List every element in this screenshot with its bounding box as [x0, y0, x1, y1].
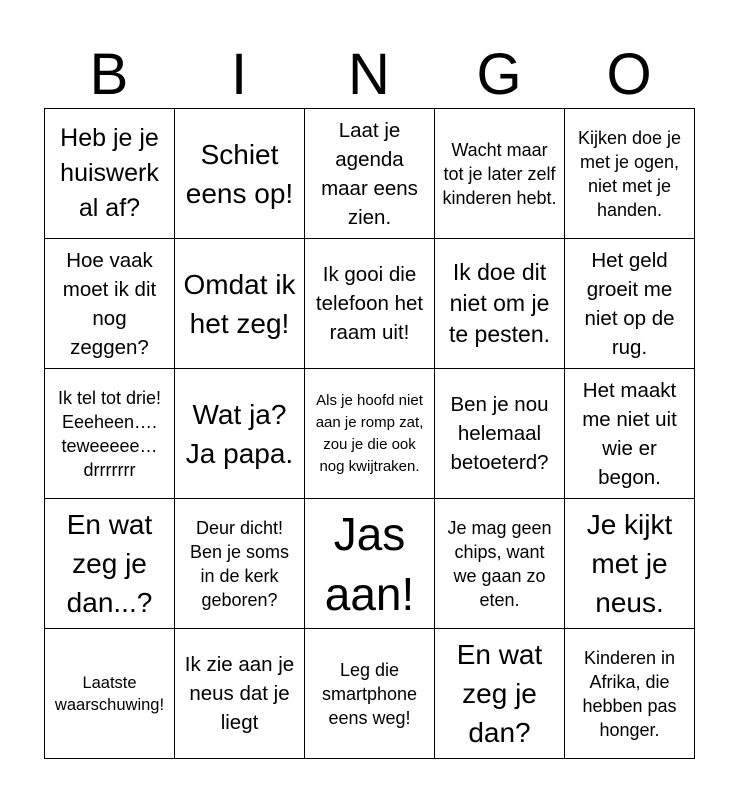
bingo-cell[interactable]: Wat ja? Ja papa.	[175, 369, 305, 499]
header-letter-b: B	[89, 42, 129, 107]
bingo-cell[interactable]: Als je hoofd niet aan je romp zat, zou je die ook nog kwijtraken.	[305, 369, 435, 499]
bingo-cell[interactable]: Ik doe dit niet om je te pesten.	[435, 239, 565, 369]
bingo-cell[interactable]: Ik gooi die telefoon het raam uit!	[305, 239, 435, 369]
bingo-cell[interactable]: Ik zie aan je neus dat je liegt	[175, 629, 305, 759]
bingo-cell[interactable]: Laatste waarschuwing!	[45, 629, 175, 759]
bingo-cell[interactable]: Kinderen in Afrika, die hebben pas honger.	[565, 629, 695, 759]
bingo-cell[interactable]: Je kijkt met je neus.	[565, 499, 695, 629]
bingo-cell[interactable]: Je mag geen chips, want we gaan zo eten.	[435, 499, 565, 629]
bingo-cell[interactable]: Ben je nou helemaal betoeterd?	[435, 369, 565, 499]
bingo-row	[45, 629, 695, 759]
bingo-cell[interactable]: Ik tel tot drie! Eeeheen…. teweeeee… drrrrrrr	[45, 369, 175, 499]
bingo-header	[44, 40, 694, 110]
header-letter-i: I	[230, 42, 248, 107]
bingo-cell[interactable]: Kijken doe je met je ogen, niet met je handen.	[565, 109, 695, 239]
bingo-cell[interactable]: Hoe vaak moet ik dit nog zeggen?	[45, 239, 175, 369]
bingo-cell[interactable]: Het maakt me niet uit wie er begon.	[565, 369, 695, 499]
bingo-cell[interactable]: Heb je je huiswerk al af?	[45, 109, 175, 239]
bingo-cell[interactable]: Wacht maar tot je later zelf kinderen hebt.	[435, 109, 565, 239]
bingo-cell[interactable]: En wat zeg je dan...?	[45, 499, 175, 629]
header-letter-g: G	[476, 42, 522, 107]
bingo-card	[44, 108, 695, 759]
header-letter-n: N	[348, 42, 390, 107]
bingo-cell[interactable]: Het geld groeit me niet op de rug.	[565, 239, 695, 369]
header-letter-o: O	[606, 42, 652, 107]
bingo-row	[45, 109, 695, 239]
bingo-cell[interactable]: En wat zeg je dan?	[435, 629, 565, 759]
bingo-cell-free[interactable]: Jas aan!	[305, 499, 435, 629]
bingo-cell[interactable]: Leg die smartphone eens weg!	[305, 629, 435, 759]
bingo-row	[45, 239, 695, 369]
bingo-row	[45, 499, 695, 629]
bingo-cell[interactable]: Laat je agenda maar eens zien.	[305, 109, 435, 239]
bingo-cell[interactable]: Deur dicht! Ben je soms in de kerk geboren?	[175, 499, 305, 629]
bingo-row	[45, 369, 695, 499]
bingo-cell[interactable]: Schiet eens op!	[175, 109, 305, 239]
bingo-cell[interactable]: Omdat ik het zeg!	[175, 239, 305, 369]
